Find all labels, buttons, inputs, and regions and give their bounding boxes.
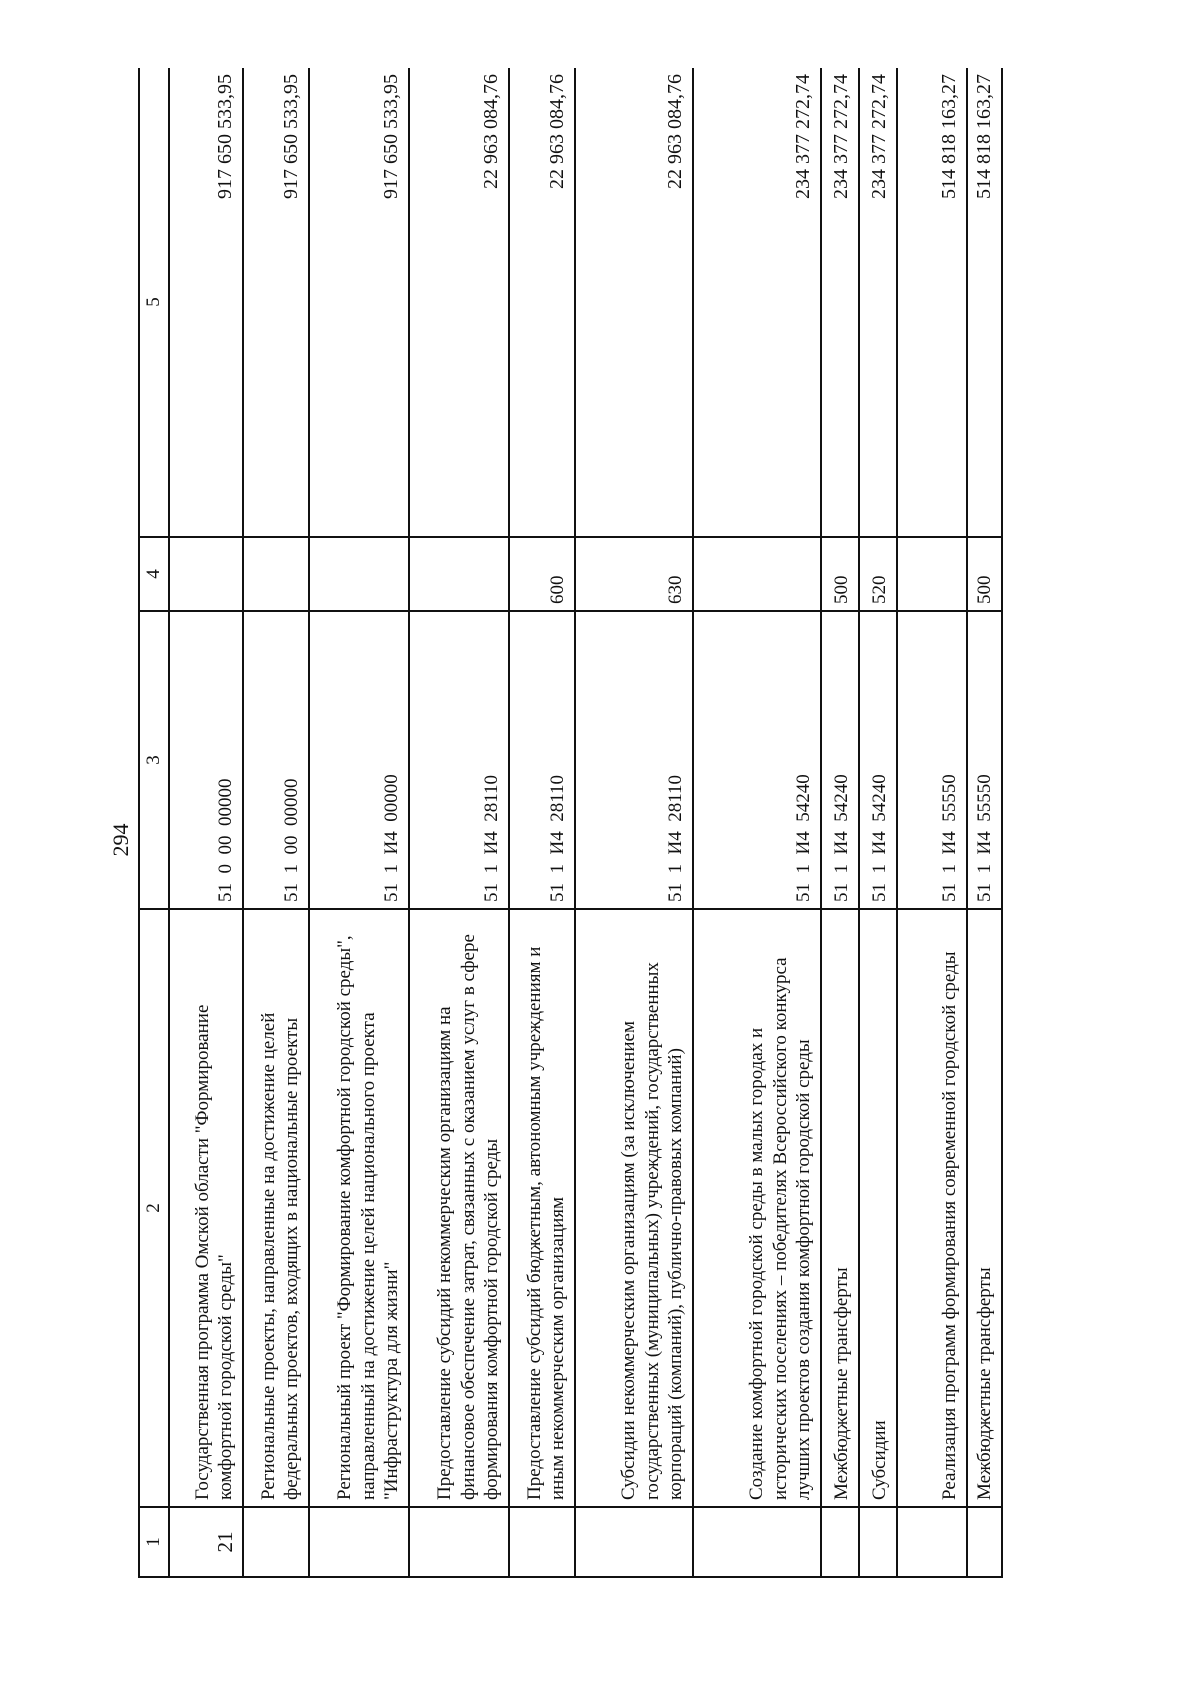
row-expense-type: 500 [967, 537, 1002, 611]
row-code: 51 1 И4 54240 [821, 611, 859, 909]
page-number: 294 [108, 823, 133, 857]
row-expense-type: 600 [509, 537, 575, 611]
row-expense-type [409, 537, 509, 611]
row-name: Межбюджетные трансферты [821, 909, 859, 1507]
row-name: Межбюджетные трансферты [967, 909, 1002, 1507]
table-container [138, 68, 1153, 1578]
row-name: Региональные проекты, направленные на достижение целей федеральных проектов, входящих в национальные проекты [243, 909, 309, 1507]
row-number: 21 [169, 1507, 243, 1577]
row-name: Субсидии некоммерческим организациям (за исключением государственных (муниципальных) учреждений, государственных корпораций (компаний), публично-правовых компаний) [575, 909, 693, 1507]
row-name: Региональный проект "Формирование комфортной городской среды", направленный на достижение целей национального проекта "Инфраструктура для жизни" [309, 909, 409, 1507]
row-name: Государственная программа Омской области "Формирование комфортной городской среды" [169, 909, 243, 1507]
row-code: 51 0 00 00000 [169, 611, 243, 909]
row-expense-type: 520 [859, 537, 897, 611]
row-sum: 22 963 084,76 [575, 68, 693, 537]
row-sum: 514 818 163,27 [967, 68, 1002, 537]
row-name: Субсидии [859, 909, 897, 1507]
table-row [309, 68, 409, 1577]
row-code: 51 1 И4 55550 [897, 611, 967, 909]
row-name: Предоставление субсидий некоммерческим организациям на финансовое обеспечение затрат, связанных с оказанием услуг в сфере формирования комфортной городской среды [409, 909, 509, 1507]
row-sum: 234 377 272,74 [859, 68, 897, 537]
table-row [509, 68, 575, 1577]
row-name: Предоставление субсидий бюджетным, автономным учреждениям и иным некоммерческим организациям [509, 909, 575, 1507]
row-code: 51 1 00 00000 [243, 611, 309, 909]
table-row [967, 68, 1002, 1577]
table-row [859, 68, 897, 1577]
budget-table [138, 68, 1003, 1578]
column-header-4: 4 [139, 537, 169, 611]
row-sum: 917 650 533,95 [309, 68, 409, 537]
row-code: 51 1 И4 28110 [509, 611, 575, 909]
column-header-3: 3 [139, 611, 169, 909]
row-name: Реализация программ формирования современной городской среды [897, 909, 967, 1507]
row-number [243, 1507, 309, 1577]
row-code: 51 1 И4 28110 [409, 611, 509, 909]
rotated-table-frame [138, 68, 1153, 1578]
row-number [409, 1507, 509, 1577]
row-number [575, 1507, 693, 1577]
row-expense-type: 630 [575, 537, 693, 611]
row-sum: 917 650 533,95 [169, 68, 243, 537]
table-header-row [139, 68, 169, 1577]
row-number [859, 1507, 897, 1577]
row-expense-type: 500 [821, 537, 859, 611]
row-expense-type [897, 537, 967, 611]
row-expense-type [693, 537, 821, 611]
table-row [169, 68, 243, 1577]
column-header-1: 1 [139, 1507, 169, 1577]
row-code: 51 1 И4 00000 [309, 611, 409, 909]
row-sum: 234 377 272,74 [821, 68, 859, 537]
row-sum: 22 963 084,76 [509, 68, 575, 537]
row-code: 51 1 И4 28110 [575, 611, 693, 909]
table-row [243, 68, 309, 1577]
row-expense-type [309, 537, 409, 611]
row-number [509, 1507, 575, 1577]
row-number [897, 1507, 967, 1577]
row-expense-type [243, 537, 309, 611]
table-row [409, 68, 509, 1577]
row-sum: 234 377 272,74 [693, 68, 821, 537]
row-sum: 917 650 533,95 [243, 68, 309, 537]
row-number [967, 1507, 1002, 1577]
row-name: Создание комфортной городской среды в малых городах и исторических поселениях – победителях Всероссийского конкурса лучших проектов создания комфортной городской среды [693, 909, 821, 1507]
column-header-5: 5 [139, 68, 169, 537]
row-code: 51 1 И4 54240 [859, 611, 897, 909]
row-code: 51 1 И4 55550 [967, 611, 1002, 909]
row-sum: 22 963 084,76 [409, 68, 509, 537]
column-header-2: 2 [139, 909, 169, 1507]
table-row [821, 68, 859, 1577]
table-row [693, 68, 821, 1577]
row-sum: 514 818 163,27 [897, 68, 967, 537]
table-row [897, 68, 967, 1577]
row-expense-type [169, 537, 243, 611]
row-number [821, 1507, 859, 1577]
row-number [309, 1507, 409, 1577]
row-code: 51 1 И4 54240 [693, 611, 821, 909]
row-number [693, 1507, 821, 1577]
table-row [575, 68, 693, 1577]
